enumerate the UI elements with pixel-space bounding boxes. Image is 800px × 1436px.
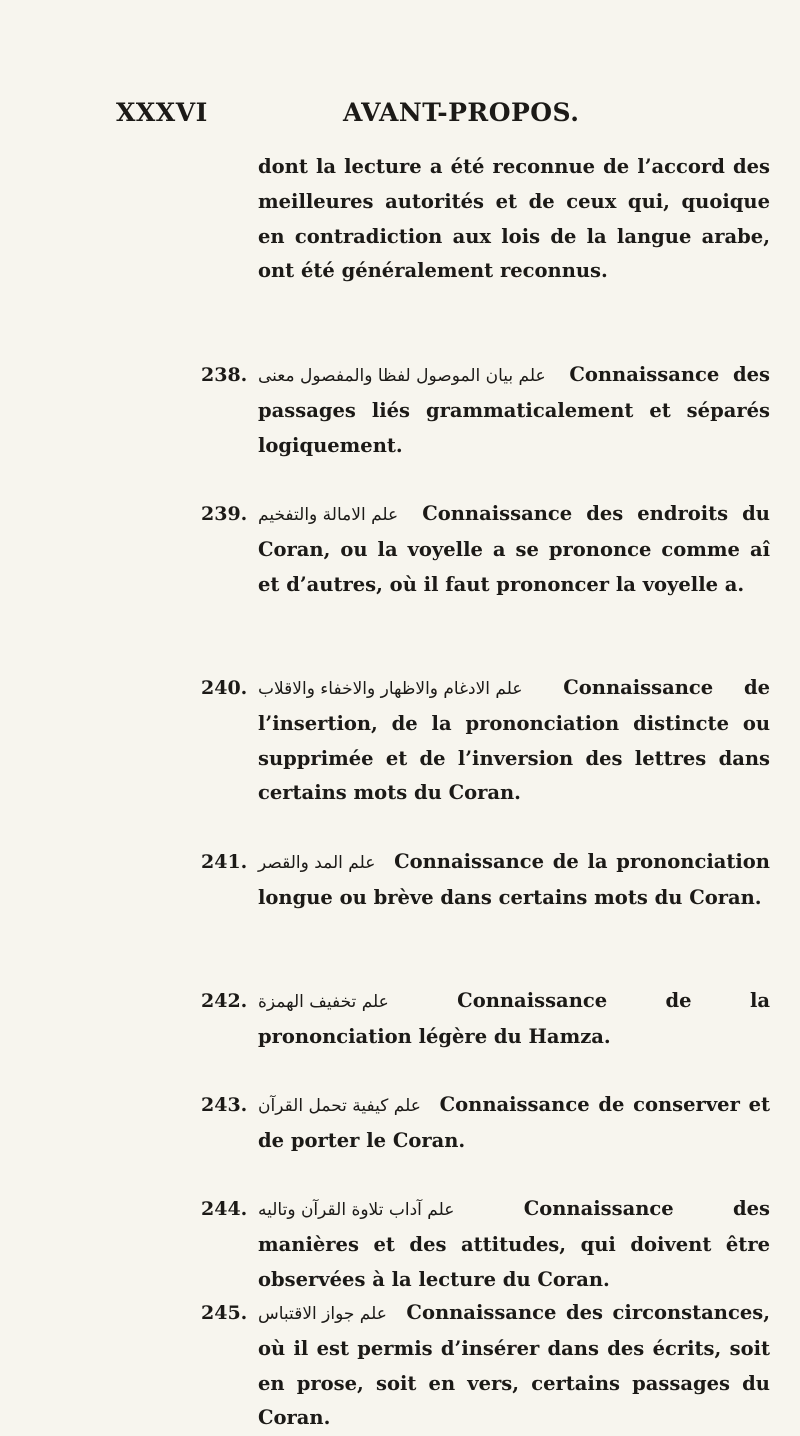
entry-text: Connaissance de la prononciation longue ou brève dans certains mots du Coran.	[258, 850, 770, 909]
arabic-title: علم تخفيف الهمزة	[258, 992, 389, 1012]
entry-number: 240.	[201, 677, 248, 699]
entry-text: Connaissance des manières et des attitudes, qui doivent être observées à la lecture du Coran.	[258, 1197, 770, 1291]
entry-body	[258, 1296, 770, 1436]
entry-text: Connaissance de la prononciation légère du Hamza.	[258, 989, 770, 1048]
entry-number: 244.	[201, 1198, 248, 1220]
entry-body	[258, 845, 770, 916]
entry-body	[258, 358, 770, 463]
entry-number: 239.	[201, 503, 248, 525]
entry-text: Connaissance de l’insertion, de la prononciation distincte ou supprimée et de l’inversion des lettres dans certains mots du Coran.	[258, 676, 770, 805]
page-number: XXXVI	[116, 98, 208, 127]
arabic-title: علم الامالة والتفخيم	[258, 505, 399, 525]
entry-body	[258, 1192, 770, 1297]
running-title: AVANT-PROPOS.	[343, 98, 580, 127]
entry-number: 242.	[201, 990, 248, 1012]
entry-body	[258, 1088, 770, 1159]
entry-text: Connaissance des endroits du Coran, ou la voyelle a se prononce comme aî et d’autres, où il faut prononcer la voyelle a.	[258, 502, 770, 596]
entry-body	[258, 984, 770, 1055]
arabic-title: علم آداب تلاوة القرآن وتاليه	[258, 1200, 455, 1220]
entry-number: 245.	[201, 1302, 248, 1324]
arabic-title: علم كيفية تحمل القرآن	[258, 1096, 421, 1116]
entry-body	[258, 671, 770, 811]
entry-text: Connaissance des passages liés grammaticalement et séparés logiquement.	[258, 363, 770, 457]
entry-body	[258, 497, 770, 602]
arabic-title: علم المد والقصر	[258, 853, 376, 873]
entry-number: 241.	[201, 851, 248, 873]
entry-text: Connaissance de conserver et de porter le Coran.	[258, 1093, 770, 1152]
arabic-title: علم جواز الاقتباس	[258, 1304, 387, 1324]
arabic-title: علم بيان الموصول لفظا والمفصول معنى	[258, 366, 546, 386]
running-header	[116, 98, 694, 128]
entry-number: 238.	[201, 364, 248, 386]
arabic-title: علم الادغام والاظهار والاخفاء والاقلاب	[258, 679, 523, 699]
entry-text: Connaissance des circonstances, où il est permis d’insérer dans des écrits, soit en prose, soit en vers, certains passages du Coran.	[258, 1301, 770, 1430]
entry-number: 243.	[201, 1094, 248, 1116]
intro-paragraph: dont la lecture a été reconnue de l’accord des meilleures autorités et de ceux qui, quoique en contradiction aux lois de la langue arabe, ont été généralement reconnus.	[258, 155, 770, 283]
